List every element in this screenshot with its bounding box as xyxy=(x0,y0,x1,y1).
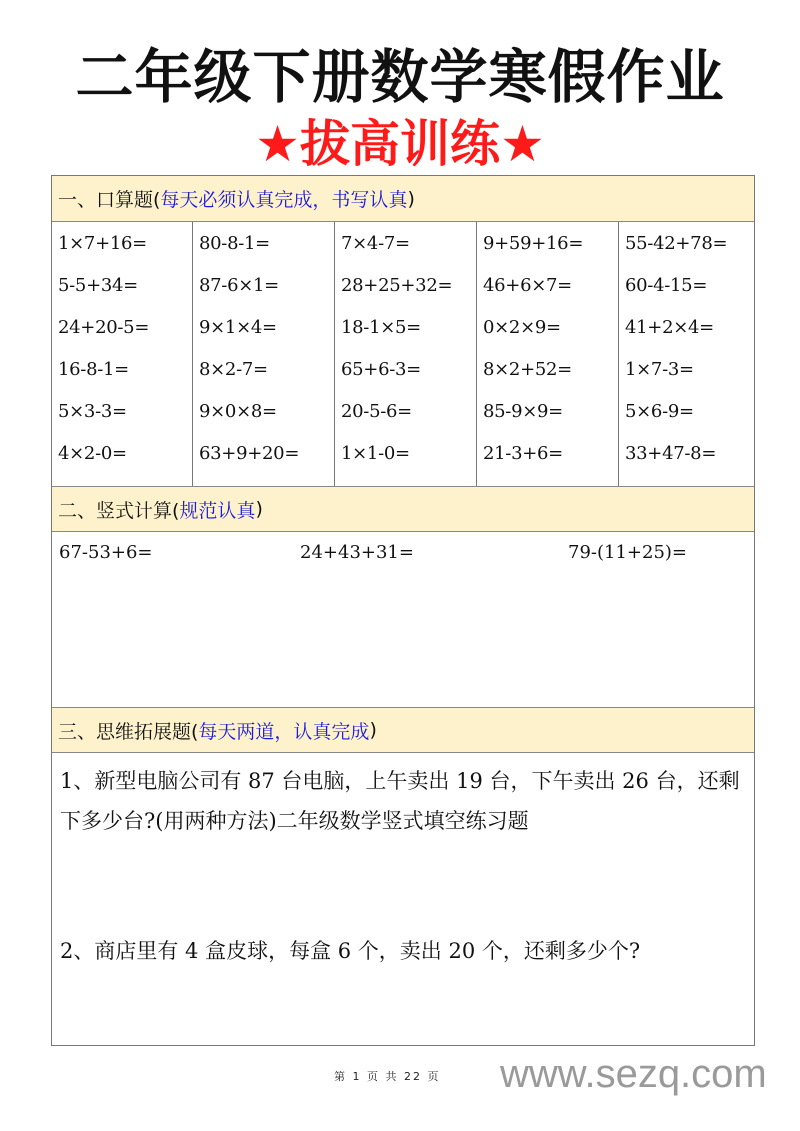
section-close: ) xyxy=(369,719,377,741)
math-problem: 0×2×9= xyxy=(483,317,561,338)
math-problem: 5×6-9= xyxy=(625,401,694,422)
math-problem: 20-5-6= xyxy=(341,401,412,422)
math-problem: 9×0×8= xyxy=(199,401,277,422)
math-problem: 7×4-7= xyxy=(341,233,410,254)
math-column-5 xyxy=(619,222,754,486)
math-column-2 xyxy=(193,222,335,486)
section-close: ) xyxy=(407,187,415,210)
section-note: 每天两道，认真完成 xyxy=(198,720,370,743)
section-note: 每天必须认真完成，书写认真 xyxy=(160,189,408,211)
word-problem: 1、新型电脑公司有 87 台电脑，上午卖出 19 台，下午卖出 26 台，还剩下多少台?(用两种方法)二年级数学竖式填空练习题 xyxy=(60,769,740,833)
math-problem: 8×2-7= xyxy=(199,359,268,380)
section-note: 规范认真 xyxy=(179,499,256,522)
page-title: 二年级下册数学寒假作业 xyxy=(75,43,725,111)
vertical-problem: 79-(11+25)= xyxy=(568,542,688,563)
vertical-calc-area xyxy=(52,532,754,707)
math-problem: 85-9×9= xyxy=(483,401,563,422)
math-problem: 65+6-3= xyxy=(341,359,421,380)
math-problem: 16-8-1= xyxy=(58,359,129,380)
math-problem: 41+2×4= xyxy=(625,317,714,338)
section-close: ) xyxy=(255,498,263,520)
math-problem: 80-8-1= xyxy=(199,233,270,254)
watermark: www.sezq.com xyxy=(500,1052,767,1096)
section-header-vertical-calc xyxy=(52,486,754,532)
vertical-problem: 67-53+6= xyxy=(59,542,153,563)
math-problem: 1×7-3= xyxy=(625,359,694,380)
math-problem: 5-5+34= xyxy=(58,275,138,296)
mental-math-grid xyxy=(52,222,754,486)
math-problem: 33+47-8= xyxy=(625,443,717,464)
section-header-thinking xyxy=(52,707,754,753)
page-subtitle: ★拔高训练★ xyxy=(255,115,545,173)
math-problem: 9+59+16= xyxy=(483,233,584,254)
math-problem: 55-42+78= xyxy=(625,233,728,254)
math-problem: 9×1×4= xyxy=(199,317,277,338)
worksheet-table xyxy=(51,175,755,1046)
page-number: 第 1 页 共 22 页 xyxy=(334,1070,441,1083)
math-problem: 46+6×7= xyxy=(483,275,572,296)
math-problem: 87-6×1= xyxy=(199,275,279,296)
math-problem: 18-1×5= xyxy=(341,317,421,338)
math-problem: 5×3-3= xyxy=(58,401,127,422)
math-problem: 4×2-0= xyxy=(58,443,127,464)
thinking-area xyxy=(52,753,754,1045)
math-problem: 21-3+6= xyxy=(483,443,563,464)
math-problem: 60-4-15= xyxy=(625,275,708,296)
word-problem: 2、商店里有 4 盒皮球，每盒 6 个，卖出 20 个，还剩多少个? xyxy=(60,939,641,963)
math-problem: 1×7+16= xyxy=(58,233,147,254)
math-problem: 63+9+20= xyxy=(199,443,300,464)
section-label: 二、竖式计算( xyxy=(58,499,180,522)
math-column-4 xyxy=(477,222,619,486)
math-column-1 xyxy=(52,222,193,486)
math-problem: 1×1-0= xyxy=(341,443,410,464)
section-label: 一、口算题( xyxy=(58,189,161,211)
math-problem: 24+20-5= xyxy=(58,317,150,338)
math-problem: 28+25+32= xyxy=(341,275,453,296)
math-column-3 xyxy=(335,222,477,486)
math-problem: 8×2+52= xyxy=(483,359,572,380)
vertical-problem: 24+43+31= xyxy=(300,542,414,563)
section-label: 三、思维拓展题( xyxy=(58,720,199,743)
section-header-mental-math xyxy=(52,176,754,222)
